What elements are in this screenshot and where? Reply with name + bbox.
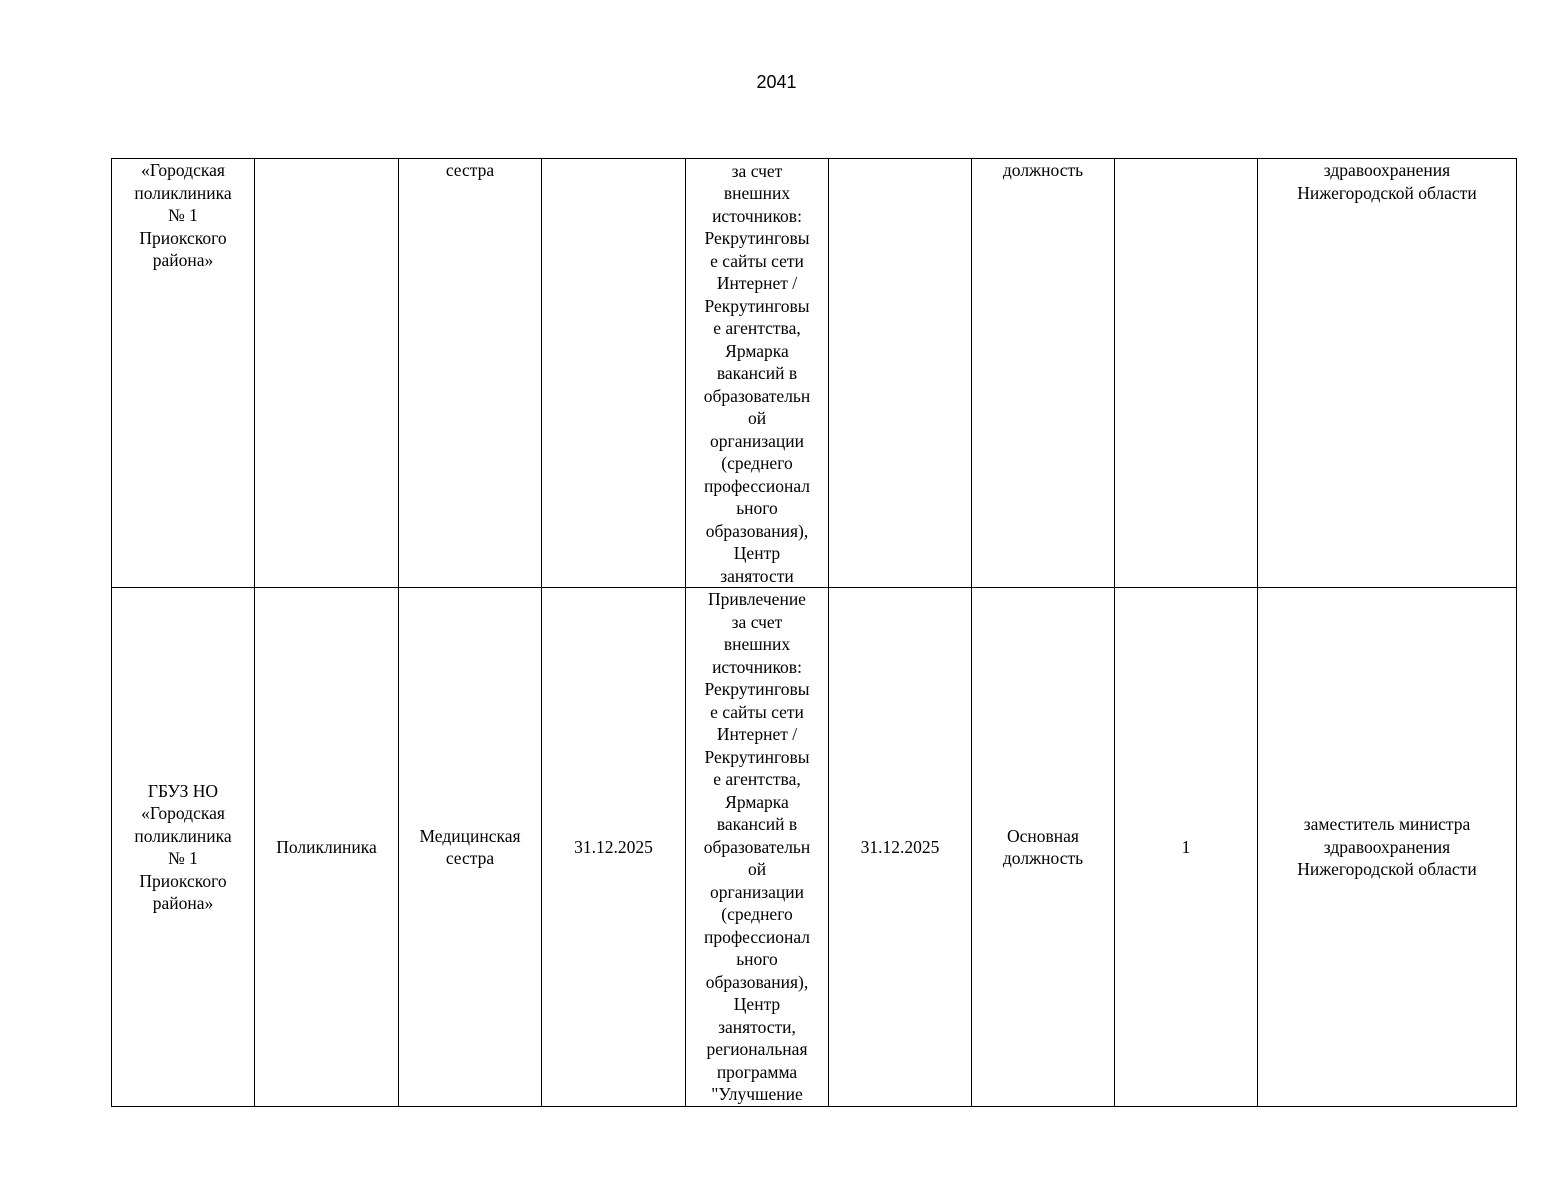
cell-position: Медицинская сестра [399, 588, 542, 1107]
cell-organization: ГБУЗ НО «Городская поликлиника № 1 Приокского района» [112, 588, 255, 1107]
cell-date-need: 31.12.2025 [542, 588, 686, 1107]
cell-count: 1 [1115, 588, 1258, 1107]
cell-date-need [542, 159, 686, 588]
cell-organization: «Городская поликлиника № 1 Приокского района» [112, 159, 255, 588]
page-number: 2041 [756, 72, 797, 92]
cell-responsible: заместитель министра здравоохранения Нижегородской области [1258, 588, 1517, 1107]
cell-count [1115, 159, 1258, 588]
cell-subdivision [255, 159, 399, 588]
cell-date-plan: 31.12.2025 [829, 588, 972, 1107]
cell-date-plan [829, 159, 972, 588]
cell-subdivision: Поликлиника [255, 588, 399, 1107]
staffing-table [111, 158, 1517, 1107]
cell-responsible: здравоохранения Нижегородской области [1258, 159, 1517, 588]
cell-method: Привлечение за счет внешних источников: Рекрутинговы е сайты сети Интернет / Рекрутинговы е агентства, Ярмарка вакансий в образовательн ой организации (среднего профессионал ьного образования), Центр занятости, региональная программа "Улучшение [686, 588, 829, 1107]
table-row [112, 159, 1517, 588]
cell-position: сестра [399, 159, 542, 588]
cell-method: за счет внешних источников: Рекрутинговы е сайты сети Интернет / Рекрутинговы е агентства, Ярмарка вакансий в образовательн ой организации (среднего профессионал ьного образования), Центр занятости [686, 159, 829, 588]
cell-employment: должность [972, 159, 1115, 588]
cell-employment: Основная должность [972, 588, 1115, 1107]
table-row [112, 588, 1517, 1107]
